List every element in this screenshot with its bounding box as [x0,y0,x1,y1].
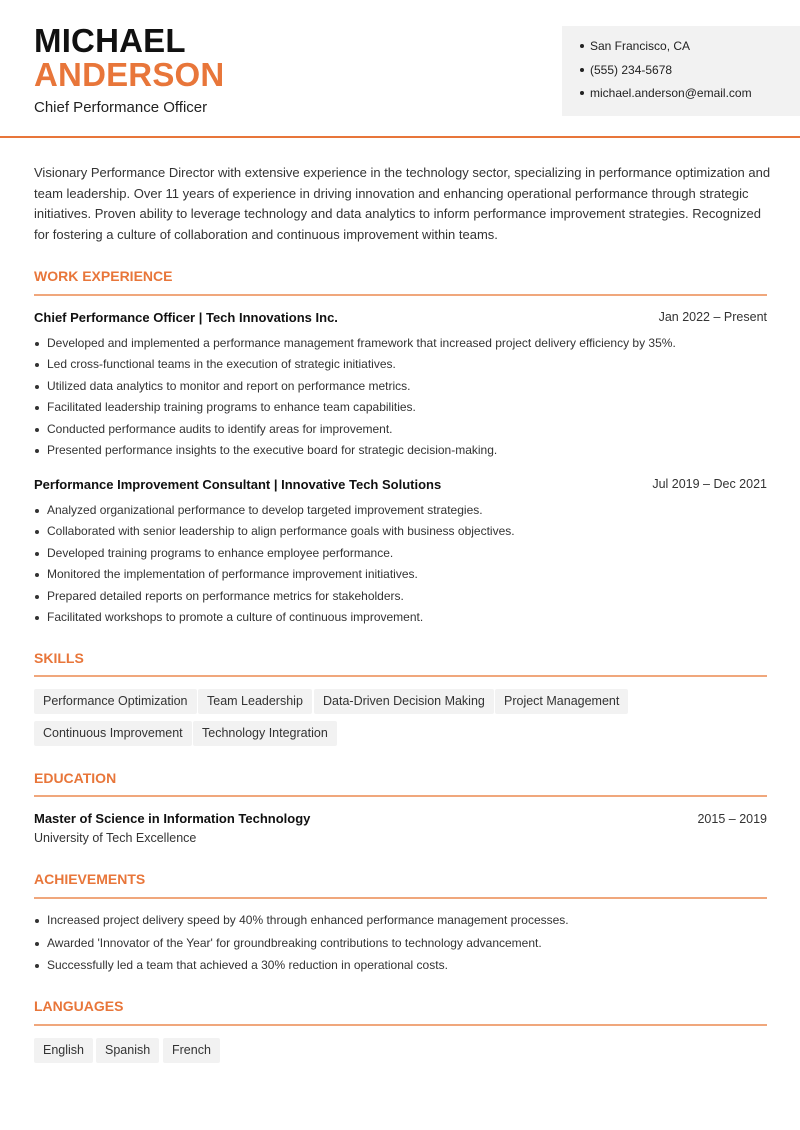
education-dates: 2015 – 2019 [697,812,767,826]
section-divider [34,294,767,296]
job-role: Performance Improvement Consultant | Innovative Tech Solutions [34,477,442,492]
section-title-education: EDUCATION [34,770,117,786]
list-item: Led cross-functional teams in the execution of strategic initiatives. [34,356,767,377]
first-name: MICHAEL [34,22,186,59]
last-name: ANDERSON [34,56,225,93]
job-dates: Jan 2022 – Present [658,310,767,324]
list-item: Successfully led a team that achieved a 30% reduction in operational costs. [34,957,767,980]
language-chip: Spanish [96,1038,159,1063]
section-title-skills: SKILLS [34,650,84,666]
job-header [34,310,767,325]
job-header [34,477,767,492]
list-item: Prepared detailed reports on performance metrics for stakeholders. [34,588,767,609]
contact-location: San Francisco, CA [580,37,800,61]
list-item: Collaborated with senior leadership to align performance goals with business objectives. [34,523,767,544]
language-chip: French [163,1038,220,1063]
contact-box [562,26,800,116]
skill-chip: Technology Integration [193,721,337,746]
skill-chip: Project Management [495,689,628,714]
section-divider [34,1024,767,1026]
skill-chip: Continuous Improvement [34,721,192,746]
section-title-languages: LANGUAGES [34,998,124,1014]
skill-chip: Team Leadership [198,689,312,714]
list-item: Utilized data analytics to monitor and report on performance metrics. [34,378,767,399]
section-divider [34,795,767,797]
education-degree: Master of Science in Information Technology [34,811,311,826]
achievements-list [34,912,767,980]
list-item: Developed training programs to enhance employee performance. [34,545,767,566]
skill-chip: Data-Driven Decision Making [314,689,494,714]
list-item: Presented performance insights to the executive board for strategic decision-making. [34,442,767,463]
resume-header [0,0,800,138]
section-title-achievements: ACHIEVEMENTS [34,871,146,887]
job-dates: Jul 2019 – Dec 2021 [652,477,767,491]
skill-chip: Performance Optimization [34,689,197,714]
list-item: Awarded 'Innovator of the Year' for groundbreaking contributions to technology advancement. [34,935,767,958]
job-title: Chief Performance Officer [34,99,208,116]
education-school: University of Tech Excellence [34,831,197,845]
contact-phone: (555) 234-5678 [580,61,800,85]
job-bullets [34,335,767,463]
list-item: Developed and implemented a performance management framework that increased project delivery efficiency by 35%. [34,335,767,356]
language-chip: English [34,1038,93,1063]
contact-email: michael.anderson@email.com [580,84,800,108]
list-item: Increased project delivery speed by 40% through enhanced performance management processes. [34,912,767,935]
list-item: Analyzed organizational performance to develop targeted improvement strategies. [34,502,767,523]
list-item: Monitored the implementation of performance improvement initiatives. [34,566,767,587]
list-item: Facilitated leadership training programs to enhance team capabilities. [34,399,767,420]
job-bullets [34,502,767,630]
summary-text: Visionary Performance Director with extensive experience in the technology sector, specializing in performance optimization and team leadership. Over 11 years of experience in driving innovation and enhancing operational performance through strategic initiatives. Proven ability to leverage technology and data analytics to inform performance improvement strategies. Recognized for fostering a culture of collaboration and continuous improvement within teams. [34,165,771,243]
section-title-work: WORK EXPERIENCE [34,268,173,284]
section-divider [34,675,767,677]
list-item: Facilitated workshops to promote a culture of continuous improvement. [34,609,767,630]
section-divider [34,897,767,899]
job-role: Chief Performance Officer | Tech Innovations Inc. [34,310,338,325]
list-item: Conducted performance audits to identify areas for improvement. [34,421,767,442]
